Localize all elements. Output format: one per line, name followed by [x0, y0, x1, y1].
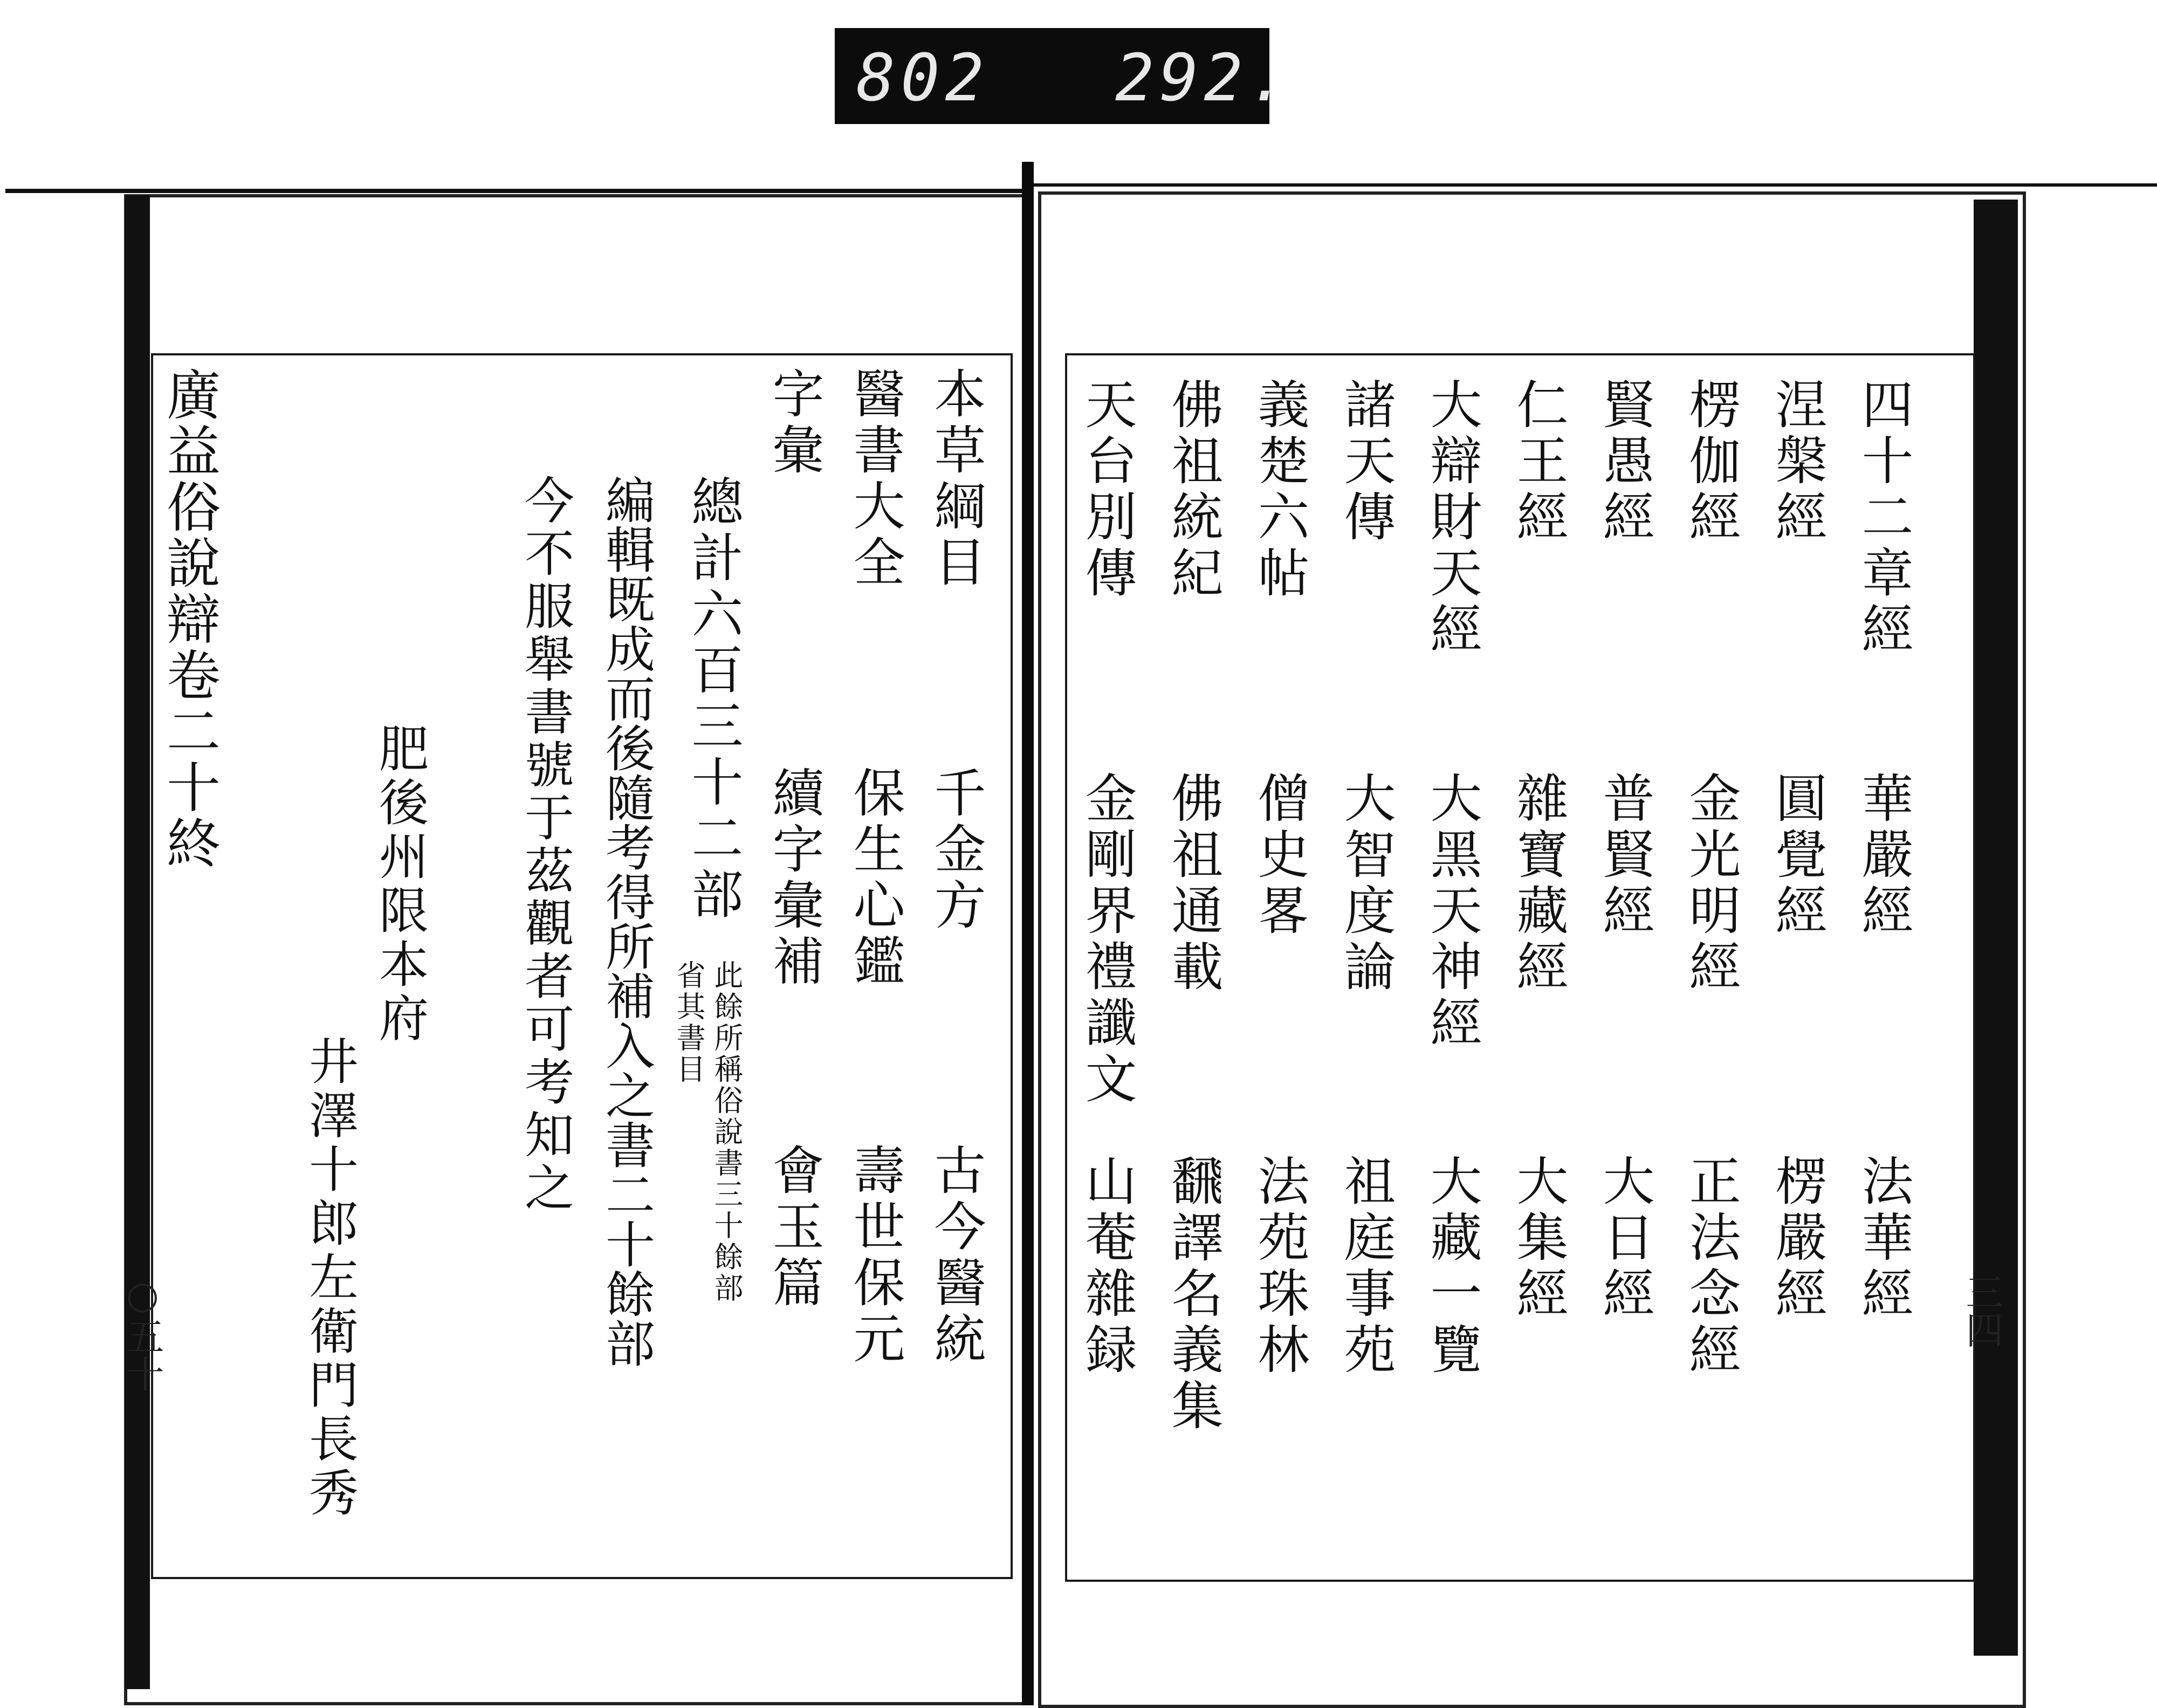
left-page-edge-shadow	[125, 195, 150, 1689]
right-col-6-mid: 大黑天神經	[1422, 771, 1482, 1052]
right-col-8-bottom: 法苑珠林	[1249, 1154, 1310, 1378]
right-margin-mark: 三四	[1960, 1273, 2004, 1348]
right-col-1-mid: 華嚴經	[1853, 771, 1914, 939]
right-col-9-mid: 佛祖通載	[1163, 771, 1224, 996]
right-col-8-top: 義楚六帖	[1249, 378, 1310, 602]
right-col-6-top: 大辯財天經	[1422, 378, 1482, 658]
left-col-3-bottom: 會玉篇	[764, 1143, 825, 1312]
left-col-1-mid: 千金方	[926, 766, 986, 934]
right-col-7-bottom: 祖庭事苑	[1336, 1154, 1396, 1378]
top-edge-line-left	[5, 189, 1025, 193]
right-col-9-bottom: 飜譯名義集	[1163, 1154, 1224, 1435]
left-col-1-bottom: 古今醫統	[926, 1143, 986, 1368]
top-edge-line-right	[1030, 183, 2157, 187]
right-col-3-top: 楞伽經	[1681, 378, 1741, 546]
right-col-3-bottom: 正法念經	[1681, 1154, 1741, 1378]
total-count-line: 總計六百三十二部	[683, 475, 744, 923]
author-place: 肥後州限本府	[371, 723, 429, 1046]
right-col-5-bottom: 大集經	[1508, 1154, 1569, 1322]
editorial-note-line-1: 編輯既成而後隨考得所補入之書二十餘部	[597, 475, 655, 1368]
right-col-7-top: 諸天傳	[1336, 378, 1396, 546]
left-col-1-top: 本草綱目	[926, 367, 986, 591]
right-col-4-mid: 普賢經	[1595, 771, 1655, 939]
left-col-2-mid: 保生心鑑	[845, 766, 905, 990]
editorial-note-line-2: 今不服舉書號于茲觀者可考知之	[517, 475, 574, 1215]
right-col-8-mid: 僧史畧	[1249, 771, 1310, 939]
colophon-title: 廣益俗說辯卷二十終	[157, 367, 221, 872]
right-col-6-bottom: 大藏一覽	[1422, 1154, 1482, 1378]
right-col-9-top: 佛祖統紀	[1163, 378, 1224, 602]
film-number-left: 802	[856, 41, 990, 116]
right-col-7-mid: 大智度論	[1336, 771, 1396, 996]
right-col-2-bottom: 楞嚴經	[1767, 1154, 1828, 1322]
right-col-5-top: 仁王經	[1508, 378, 1569, 546]
right-col-4-bottom: 大日經	[1595, 1154, 1655, 1322]
right-col-10-mid: 金剛界禮讖文	[1077, 771, 1137, 1108]
right-col-2-mid: 圓覺經	[1767, 771, 1828, 939]
right-col-10-bottom: 山菴雜録	[1077, 1154, 1137, 1378]
author-name: 井澤十郎左衛門長秀	[301, 1035, 359, 1521]
total-note-line-2: 省其書目	[672, 960, 706, 1085]
left-col-3-mid: 續字彙補	[764, 766, 825, 990]
right-col-3-mid: 金光明經	[1681, 771, 1741, 996]
left-col-3-top: 字彙	[764, 367, 825, 479]
right-col-1-bottom: 法華經	[1853, 1154, 1914, 1322]
right-col-1-top: 四十二章經	[1853, 378, 1914, 658]
book-spine	[1022, 162, 1034, 1705]
right-col-4-top: 賢愚經	[1595, 378, 1655, 546]
film-number-right: 292.	[1115, 41, 1293, 116]
left-col-2-bottom: 壽世保元	[845, 1143, 905, 1368]
right-page-edge-shadow	[1974, 200, 2018, 1656]
left-margin-mark: ○五十	[120, 1273, 164, 1393]
film-label	[835, 28, 1293, 124]
right-col-2-top: 涅槃經	[1767, 378, 1828, 546]
left-col-2-top: 醫書大全	[845, 367, 905, 591]
right-col-5-mid: 雜寶藏經	[1508, 771, 1569, 996]
total-note-line-1: 此餘所稱俗說書三十餘部	[710, 960, 744, 1304]
right-col-10-top: 天台別傳	[1077, 378, 1137, 602]
